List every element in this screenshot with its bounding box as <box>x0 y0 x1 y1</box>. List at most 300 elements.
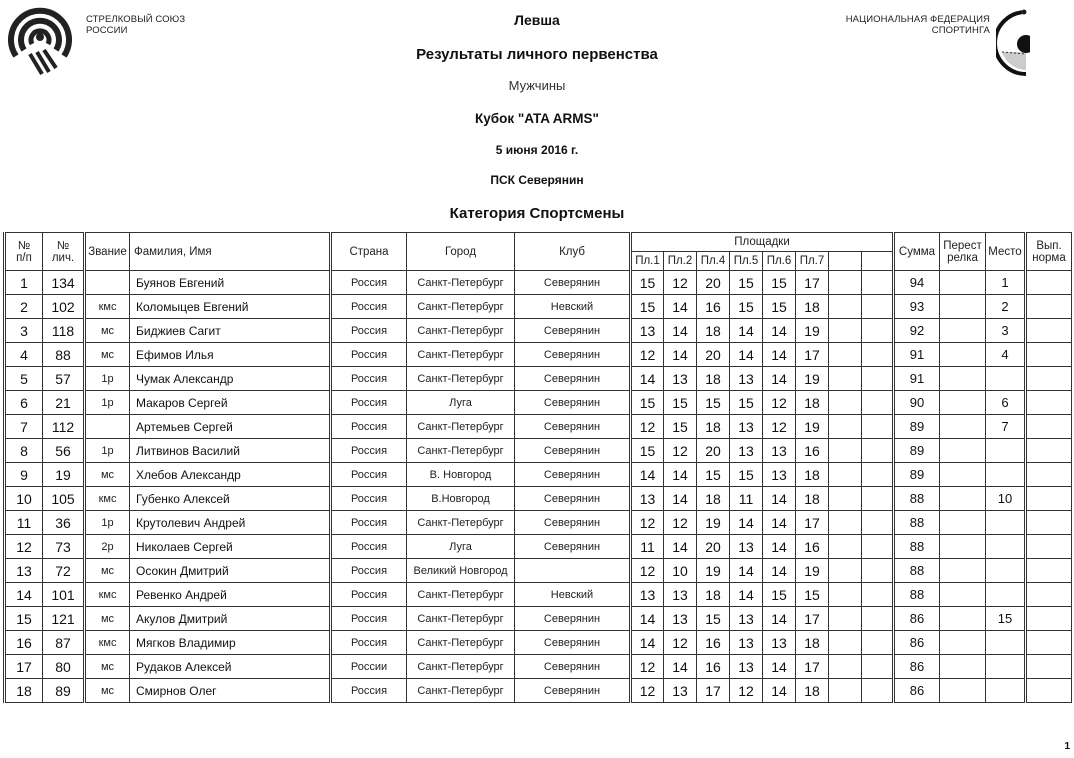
cell-station-score <box>862 319 894 343</box>
cell-norm <box>1026 343 1072 367</box>
cell-station-score <box>829 415 862 439</box>
cell-pp: 11 <box>5 511 43 535</box>
cell-station-score: 14 <box>763 655 796 679</box>
cell-station-score <box>862 487 894 511</box>
cell-station-score: 18 <box>697 367 730 391</box>
cell-sum: 86 <box>894 655 940 679</box>
cell-station-score <box>862 367 894 391</box>
cell-pp: 12 <box>5 535 43 559</box>
results-table <box>3 232 1072 703</box>
cell-station-score: 13 <box>763 439 796 463</box>
cell-station-score: 18 <box>697 319 730 343</box>
col-header-name: Фамилия, Имя <box>130 233 331 271</box>
cell-station-score: 18 <box>796 391 829 415</box>
cell-pp: 4 <box>5 343 43 367</box>
cell-station-score: 12 <box>631 343 664 367</box>
cell-name: Чумак Александр <box>130 367 331 391</box>
cell-station-score: 15 <box>697 607 730 631</box>
cell-station-score: 14 <box>763 343 796 367</box>
cell-sum: 89 <box>894 415 940 439</box>
cell-place: 15 <box>986 607 1026 631</box>
cell-club: Невский <box>515 295 631 319</box>
page-title: Результаты личного первенства <box>416 46 658 63</box>
cell-station-score <box>829 391 862 415</box>
cell-pp: 1 <box>5 271 43 295</box>
cell-pp: 2 <box>5 295 43 319</box>
cell-station-score: 10 <box>664 559 697 583</box>
cell-personal-number: 19 <box>43 463 85 487</box>
cell-station-score <box>829 511 862 535</box>
table-row <box>5 367 1072 391</box>
cell-norm <box>1026 559 1072 583</box>
cell-pp: 5 <box>5 367 43 391</box>
cell-station-score: 15 <box>664 391 697 415</box>
cell-station-score: 14 <box>631 631 664 655</box>
cell-station-score: 19 <box>796 559 829 583</box>
cell-personal-number: 89 <box>43 679 85 703</box>
cell-pp: 9 <box>5 463 43 487</box>
cell-station-score: 17 <box>796 511 829 535</box>
cell-personal-number: 72 <box>43 559 85 583</box>
table-row <box>5 559 1072 583</box>
cell-station-score: 11 <box>730 487 763 511</box>
cell-station-score: 12 <box>664 511 697 535</box>
cell-club: Северянин <box>515 343 631 367</box>
cell-norm <box>1026 583 1072 607</box>
cell-country: Россия <box>331 439 407 463</box>
cell-station-score: 14 <box>730 583 763 607</box>
cell-pp: 10 <box>5 487 43 511</box>
cell-name: Ревенко Андрей <box>130 583 331 607</box>
cell-station-score: 14 <box>763 367 796 391</box>
org-left-line1: СТРЕЛКОВЫЙ СОЮЗ <box>86 14 186 25</box>
cell-club: Северянин <box>515 319 631 343</box>
col-header-country: Страна <box>331 233 407 271</box>
cell-station-score: 12 <box>631 511 664 535</box>
cell-station-score: 18 <box>796 631 829 655</box>
cell-place: 3 <box>986 319 1026 343</box>
org-right-line1: НАЦИОНАЛЬНАЯ ФЕДЕРАЦИЯ <box>845 14 990 25</box>
cell-place: 10 <box>986 487 1026 511</box>
col-header-shootoff: Перест релка <box>940 233 986 271</box>
table-row <box>5 271 1072 295</box>
cell-personal-number: 73 <box>43 535 85 559</box>
table-row <box>5 319 1072 343</box>
cell-station-score <box>862 271 894 295</box>
cell-station-score: 14 <box>664 463 697 487</box>
cell-station-score: 20 <box>697 343 730 367</box>
cell-station-score: 13 <box>631 583 664 607</box>
cell-club: Северянин <box>515 391 631 415</box>
cell-place <box>986 463 1026 487</box>
cell-station-score: 17 <box>796 271 829 295</box>
cell-name: Биджиев Сагит <box>130 319 331 343</box>
cell-city: В.Новгород <box>407 487 515 511</box>
cell-norm <box>1026 487 1072 511</box>
cell-station-score: 17 <box>796 607 829 631</box>
cell-city: Луга <box>407 535 515 559</box>
cell-name: Буянов Евгений <box>130 271 331 295</box>
cell-station-score: 15 <box>631 271 664 295</box>
table-row <box>5 607 1072 631</box>
cell-place <box>986 583 1026 607</box>
results-body <box>5 271 1072 703</box>
cell-place <box>986 559 1026 583</box>
cell-norm <box>1026 391 1072 415</box>
col-header-personal-number: № лич. <box>43 233 85 271</box>
cell-norm <box>1026 511 1072 535</box>
cell-club: Северянин <box>515 511 631 535</box>
cell-station-score: 15 <box>730 391 763 415</box>
cell-personal-number: 88 <box>43 343 85 367</box>
col-header-sum: Сумма <box>894 233 940 271</box>
cell-name: Крутолевич Андрей <box>130 511 331 535</box>
cell-club: Северянин <box>515 415 631 439</box>
col-header-pp: № п/п <box>5 233 43 271</box>
col-header-station-5: Пл.5 <box>730 252 763 271</box>
cell-shootoff <box>940 391 986 415</box>
cell-station-score <box>862 655 894 679</box>
cell-name: Осокин Дмитрий <box>130 559 331 583</box>
table-row <box>5 679 1072 703</box>
cell-rank: кмс <box>85 295 130 319</box>
cell-station-score: 16 <box>697 631 730 655</box>
cell-shootoff <box>940 631 986 655</box>
cell-station-score: 14 <box>664 295 697 319</box>
cell-club: Северянин <box>515 535 631 559</box>
cell-shootoff <box>940 559 986 583</box>
cell-station-score: 13 <box>664 679 697 703</box>
cell-shootoff <box>940 271 986 295</box>
cell-station-score <box>829 535 862 559</box>
cell-station-score: 14 <box>730 559 763 583</box>
col-header-station-empty-2 <box>862 252 894 271</box>
cell-station-score <box>829 319 862 343</box>
cell-name: Мягков Владимир <box>130 631 331 655</box>
cell-station-score <box>862 535 894 559</box>
cell-station-score: 13 <box>631 487 664 511</box>
cell-station-score: 15 <box>763 271 796 295</box>
cell-personal-number: 80 <box>43 655 85 679</box>
cell-name: Литвинов Василий <box>130 439 331 463</box>
cell-station-score: 15 <box>664 415 697 439</box>
cell-personal-number: 56 <box>43 439 85 463</box>
cell-rank: мс <box>85 679 130 703</box>
table-row <box>5 343 1072 367</box>
cell-station-score <box>862 343 894 367</box>
cell-station-score: 19 <box>697 559 730 583</box>
cell-norm <box>1026 295 1072 319</box>
cell-sum: 94 <box>894 271 940 295</box>
cell-station-score: 14 <box>730 343 763 367</box>
cell-station-score <box>862 679 894 703</box>
cell-name: Коломыцев Евгений <box>130 295 331 319</box>
cell-country: Россия <box>331 631 407 655</box>
cell-station-score: 14 <box>664 343 697 367</box>
table-row <box>5 631 1072 655</box>
cell-club: Северянин <box>515 487 631 511</box>
cell-place <box>986 535 1026 559</box>
table-row <box>5 415 1072 439</box>
cell-club: Северянин <box>515 607 631 631</box>
cell-station-score: 16 <box>697 295 730 319</box>
cell-norm <box>1026 631 1072 655</box>
cell-sum: 91 <box>894 367 940 391</box>
cell-station-score: 12 <box>730 679 763 703</box>
cell-station-score: 12 <box>664 271 697 295</box>
cell-station-score <box>862 559 894 583</box>
cell-city: Санкт-Петербург <box>407 439 515 463</box>
cell-sum: 91 <box>894 343 940 367</box>
cell-shootoff <box>940 679 986 703</box>
table-row <box>5 511 1072 535</box>
cell-sum: 89 <box>894 463 940 487</box>
table-row <box>5 463 1072 487</box>
cell-station-score <box>862 439 894 463</box>
col-header-station-4: Пл.4 <box>697 252 730 271</box>
cell-station-score: 14 <box>664 487 697 511</box>
cell-name: Хлебов Александр <box>130 463 331 487</box>
cell-station-score: 13 <box>730 631 763 655</box>
cell-station-score: 15 <box>697 391 730 415</box>
cell-rank: мс <box>85 607 130 631</box>
cell-name: Макаров Сергей <box>130 391 331 415</box>
cell-station-score: 13 <box>664 367 697 391</box>
cell-city: Санкт-Петербург <box>407 679 515 703</box>
cell-country: Россия <box>331 535 407 559</box>
cell-station-score: 15 <box>631 391 664 415</box>
cell-city: Санкт-Петербург <box>407 319 515 343</box>
table-row <box>5 295 1072 319</box>
cell-city: Луга <box>407 391 515 415</box>
cell-name: Артемьев Сергей <box>130 415 331 439</box>
cell-sum: 86 <box>894 679 940 703</box>
cell-club: Северянин <box>515 367 631 391</box>
cell-rank: 2р <box>85 535 130 559</box>
cell-city: Санкт-Петербург <box>407 655 515 679</box>
cell-sum: 90 <box>894 391 940 415</box>
cell-country: Россия <box>331 415 407 439</box>
cell-pp: 13 <box>5 559 43 583</box>
cell-station-score <box>862 295 894 319</box>
cell-pp: 6 <box>5 391 43 415</box>
cell-rank <box>85 271 130 295</box>
cell-norm <box>1026 415 1072 439</box>
cell-club: Северянин <box>515 655 631 679</box>
cell-place: 4 <box>986 343 1026 367</box>
cell-rank <box>85 415 130 439</box>
col-header-station-7: Пл.7 <box>796 252 829 271</box>
cell-country: Россия <box>331 607 407 631</box>
cell-shootoff <box>940 535 986 559</box>
cell-station-score: 14 <box>763 679 796 703</box>
cell-station-score: 17 <box>796 343 829 367</box>
cell-rank: 1р <box>85 439 130 463</box>
cell-sum: 88 <box>894 559 940 583</box>
cell-station-score: 14 <box>763 607 796 631</box>
cell-station-score: 12 <box>763 391 796 415</box>
cell-station-score: 17 <box>697 679 730 703</box>
cell-station-score: 19 <box>796 319 829 343</box>
cell-place <box>986 511 1026 535</box>
col-header-norm: Вып. норма <box>1026 233 1072 271</box>
col-header-station-6: Пл.6 <box>763 252 796 271</box>
cell-station-score: 20 <box>697 439 730 463</box>
cell-sum: 86 <box>894 631 940 655</box>
col-header-rank: Звание <box>85 233 130 271</box>
cell-station-score: 15 <box>631 439 664 463</box>
cell-norm <box>1026 463 1072 487</box>
cell-station-score: 13 <box>730 367 763 391</box>
cell-name: Николаев Сергей <box>130 535 331 559</box>
cell-shootoff <box>940 439 986 463</box>
cell-station-score: 13 <box>730 535 763 559</box>
cell-station-score <box>829 367 862 391</box>
cell-rank: 1р <box>85 391 130 415</box>
cell-club: Северянин <box>515 463 631 487</box>
cell-name: Рудаков Алексей <box>130 655 331 679</box>
cell-personal-number: 101 <box>43 583 85 607</box>
cell-station-score: 15 <box>796 583 829 607</box>
cell-station-score: 14 <box>763 487 796 511</box>
cell-station-score: 13 <box>730 415 763 439</box>
cell-shootoff <box>940 415 986 439</box>
cell-club: Северянин <box>515 631 631 655</box>
cell-station-score: 15 <box>763 295 796 319</box>
cell-place <box>986 631 1026 655</box>
cell-place: 1 <box>986 271 1026 295</box>
cell-station-score: 12 <box>664 631 697 655</box>
cell-shootoff <box>940 343 986 367</box>
cell-station-score: 12 <box>664 439 697 463</box>
cell-rank: 1р <box>85 367 130 391</box>
cell-sum: 88 <box>894 511 940 535</box>
cell-station-score: 11 <box>631 535 664 559</box>
cell-city: Санкт-Петербург <box>407 607 515 631</box>
cell-station-score: 18 <box>796 463 829 487</box>
cell-shootoff <box>940 367 986 391</box>
cell-norm <box>1026 607 1072 631</box>
cell-city: Санкт-Петербург <box>407 271 515 295</box>
cell-place <box>986 655 1026 679</box>
cell-station-score: 13 <box>664 583 697 607</box>
cell-station-score: 14 <box>730 319 763 343</box>
cell-shootoff <box>940 319 986 343</box>
cell-country: Россия <box>331 271 407 295</box>
cell-city: Санкт-Петербург <box>407 343 515 367</box>
col-header-station-2: Пл.2 <box>664 252 697 271</box>
cell-personal-number: 102 <box>43 295 85 319</box>
page-number: 1 <box>1064 741 1070 752</box>
cell-club: Северянин <box>515 271 631 295</box>
cell-station-score <box>829 631 862 655</box>
cell-personal-number: 112 <box>43 415 85 439</box>
cell-station-score <box>862 511 894 535</box>
location-title: Левша <box>514 12 560 28</box>
cell-station-score: 13 <box>631 319 664 343</box>
cell-sum: 88 <box>894 583 940 607</box>
cell-pp: 18 <box>5 679 43 703</box>
cell-place: 7 <box>986 415 1026 439</box>
cell-club: Северянин <box>515 679 631 703</box>
cell-norm <box>1026 655 1072 679</box>
cell-station-score: 19 <box>697 511 730 535</box>
cell-station-score: 15 <box>631 295 664 319</box>
cell-station-score: 14 <box>631 463 664 487</box>
cell-rank: мс <box>85 343 130 367</box>
cell-rank: мс <box>85 655 130 679</box>
table-row <box>5 391 1072 415</box>
cell-station-score: 12 <box>631 415 664 439</box>
cell-sum: 92 <box>894 319 940 343</box>
cell-pp: 15 <box>5 607 43 631</box>
cell-rank: мс <box>85 319 130 343</box>
cell-station-score: 14 <box>631 607 664 631</box>
cell-place <box>986 679 1026 703</box>
cell-pp: 3 <box>5 319 43 343</box>
cell-country: Россия <box>331 319 407 343</box>
cell-norm <box>1026 271 1072 295</box>
cell-shootoff <box>940 295 986 319</box>
cell-personal-number: 21 <box>43 391 85 415</box>
cell-station-score: 18 <box>697 487 730 511</box>
cell-norm <box>1026 679 1072 703</box>
cell-station-score: 12 <box>631 655 664 679</box>
table-row <box>5 487 1072 511</box>
cell-pp: 14 <box>5 583 43 607</box>
host-club: ПСК Северянин <box>490 173 584 187</box>
cell-club: Невский <box>515 583 631 607</box>
cell-country: Россия <box>331 367 407 391</box>
cell-pp: 8 <box>5 439 43 463</box>
cell-station-score: 19 <box>796 367 829 391</box>
cell-pp: 17 <box>5 655 43 679</box>
cell-station-score: 13 <box>730 607 763 631</box>
cell-club: Северянин <box>515 439 631 463</box>
cell-norm <box>1026 439 1072 463</box>
cell-station-score: 16 <box>796 535 829 559</box>
cell-station-score: 18 <box>796 679 829 703</box>
cell-norm <box>1026 319 1072 343</box>
cell-station-score: 14 <box>763 535 796 559</box>
cell-personal-number: 134 <box>43 271 85 295</box>
cell-station-score: 13 <box>763 463 796 487</box>
cell-personal-number: 87 <box>43 631 85 655</box>
cell-country: Россия <box>331 343 407 367</box>
cell-name: Ефимов Илья <box>130 343 331 367</box>
cell-station-score <box>829 679 862 703</box>
cell-personal-number: 105 <box>43 487 85 511</box>
cell-station-score: 14 <box>763 511 796 535</box>
col-header-stations: Площадки <box>631 233 894 252</box>
cell-personal-number: 121 <box>43 607 85 631</box>
cell-name: Губенко Алексей <box>130 487 331 511</box>
cell-station-score: 16 <box>697 655 730 679</box>
cell-rank: мс <box>85 559 130 583</box>
category-title: Категория Спортсмены <box>449 205 625 222</box>
cell-place <box>986 439 1026 463</box>
cell-station-score: 13 <box>763 631 796 655</box>
cell-place: 6 <box>986 391 1026 415</box>
table-header-row <box>5 233 1072 252</box>
cell-city: Санкт-Петербург <box>407 583 515 607</box>
cell-rank: кмс <box>85 487 130 511</box>
cell-country: Россия <box>331 559 407 583</box>
cell-station-score <box>829 271 862 295</box>
cell-rank: 1р <box>85 511 130 535</box>
cell-shootoff <box>940 463 986 487</box>
table-row <box>5 583 1072 607</box>
